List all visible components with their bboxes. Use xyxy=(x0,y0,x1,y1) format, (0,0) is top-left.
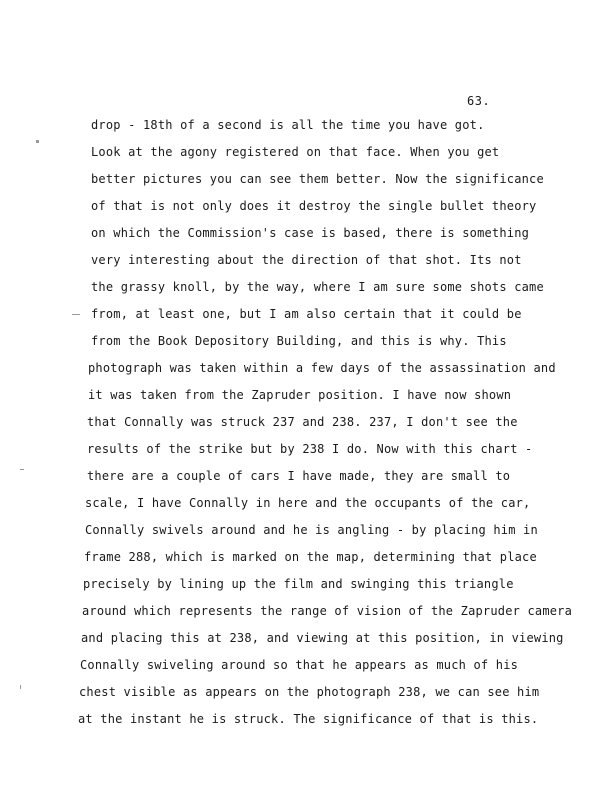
text-line-9: from the Book Depository Building, and this is why. This xyxy=(91,334,507,348)
text-line-18: precisely by lining up the film and swinging this triangle xyxy=(83,577,514,591)
text-line-15: scale, I have Connally in here and the occupants of the car, xyxy=(85,496,531,510)
text-line-5: on which the Commission's case is based, there is something xyxy=(91,226,530,240)
text-line-12: that Connally was struck 237 and 238. 237, I don't see the xyxy=(87,415,518,429)
text-line-1: drop - 18th of a second is all the time you have got. xyxy=(91,118,485,132)
text-line-6: very interesting about the direction of that shot. Its not xyxy=(91,253,522,267)
text-line-22: chest visible as appears on the photograph 238, we can see him xyxy=(79,685,540,699)
text-line-4: of that is not only does it destroy the single bullet theory xyxy=(91,199,537,213)
text-line-19: around which represents the range of vision of the Zapruder camera xyxy=(82,604,573,618)
text-line-7: the grassy knoll, by the way, where I am sure some shots came xyxy=(91,280,544,294)
text-line-21: Connally swiveling around so that he appears as much of his xyxy=(80,658,519,672)
text-line-17: frame 288, which is marked on the map, determining that place xyxy=(84,550,537,564)
scan-mark xyxy=(20,685,21,689)
text-line-23: at the instant he is struck. The significance of that is this. xyxy=(78,712,539,726)
text-line-11: it was taken from the Zapruder position. I have now shown xyxy=(88,388,512,402)
text-line-20: and placing this at 238, and viewing at this position, in viewing xyxy=(81,631,564,645)
scan-mark xyxy=(36,140,39,143)
text-line-2: Look at the agony registered on that face. When you get xyxy=(91,145,500,159)
text-line-16: Connally swivels around and he is angling - by placing him in xyxy=(85,523,538,537)
text-line-13: results of the strike but by 238 I do. Now with this chart - xyxy=(87,442,533,456)
text-line-8: from, at least one, but I am also certain that it could be xyxy=(91,307,522,321)
page-number: 63. xyxy=(467,94,491,108)
scan-mark xyxy=(72,314,80,315)
text-line-10: photograph was taken within a few days of the assassination and xyxy=(88,361,556,375)
text-line-3: better pictures you can see them better. Now the significance xyxy=(91,172,544,186)
text-line-14: there are a couple of cars I have made, they are small to xyxy=(87,469,511,483)
scan-mark xyxy=(20,469,24,470)
